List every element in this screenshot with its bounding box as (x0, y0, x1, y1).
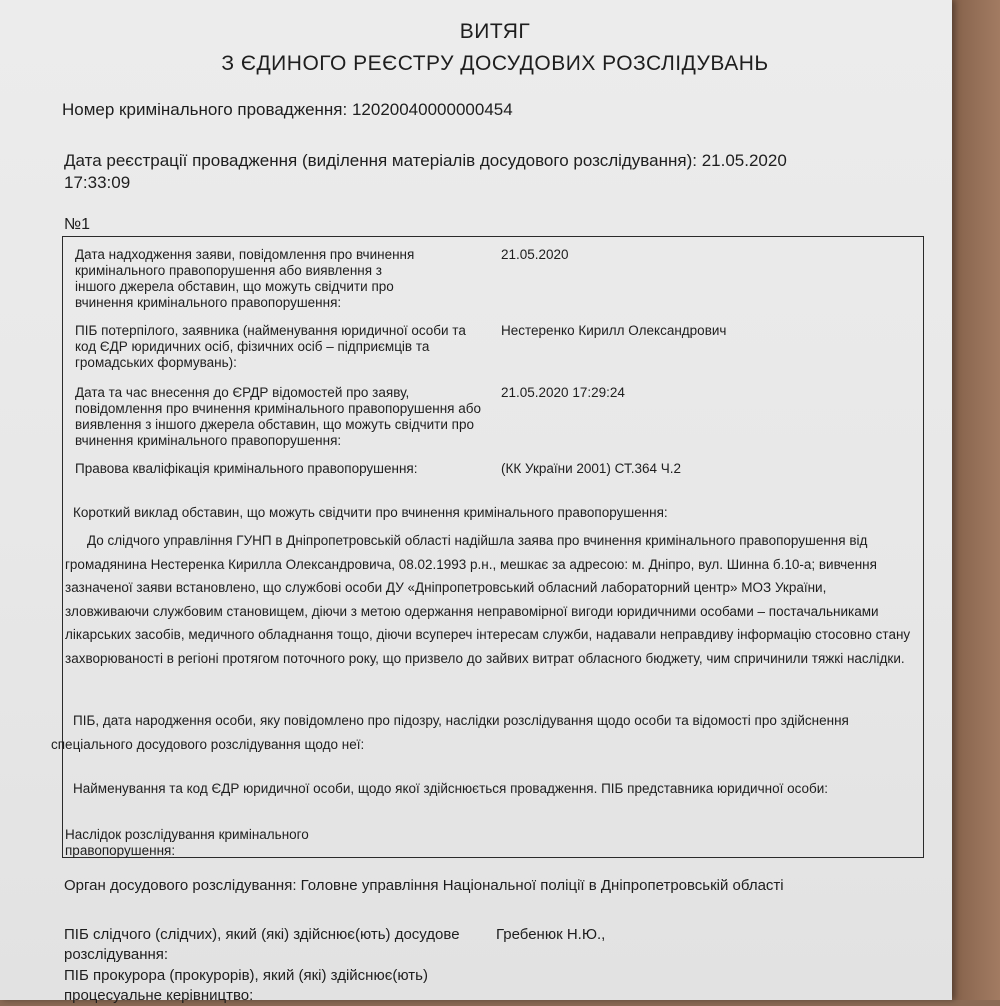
record-number: №1 (64, 216, 91, 233)
investigation-body: Орган досудового розслідування: Головне управління Національної поліції в Дніпропетровській області (64, 877, 784, 894)
row-value-applicant: Нестеренко Кирилл Олександрович (501, 323, 727, 338)
document-title: ВИТЯГ (459, 20, 531, 43)
registration-time: 17:33:09 (64, 173, 131, 192)
row-label-applicant: ПІБ потерпілого, заявника (найменування юридичної особи та код ЄДР юридичних осіб, фізичних осіб – підприємців та громадських формувань): (75, 323, 466, 370)
suspect-heading: ПІБ, дата народження особи, яку повідомлено про підозру, наслідки розслідування щодо особи та відомості про здійснення спеціального досудового розслідування щодо неї: (51, 713, 849, 752)
outcome-heading: Наслідок розслідування кримінального правопорушення: (65, 827, 309, 858)
row-value-application-date: 21.05.2020 (501, 247, 569, 262)
record-table (51, 236, 924, 858)
case-number: Номер кримінального провадження: 12020040000000454 (62, 100, 513, 119)
document-subtitle: З ЄДИНОГО РЕЄСТРУ ДОСУДОВИХ РОЗСЛІДУВАНЬ (221, 52, 769, 75)
row-value-qualification: (КК України 2001) СТ.364 Ч.2 (501, 461, 681, 476)
summary-text: До слідчого управління ГУНП в Дніпропетровській області надійшла заява про вчинення кримінального правопорушення від громадянина Нестеренка Кирилла Олександровича, 08.02.1993 р.н., мешкає за адресою: м. Дніпро, вул. Шинна б.10-а; вивчення зазначеної заяви встановлено, що службові особи ДУ «Дніпропетровський обласний лабораторний центр» МОЗ України, зловживаючи службовим становищем, діючи з метою одержання неправомірної вигоди юридичними особами – постачальниками лікарських засобів, медичного обладнання тощо, діючи всупереч інтересам служби, надавали неправдиву інформацію стосовно стану захворюваності в регіоні протягом поточного року, що призвело до зайвих витрат обласного бюджету, чим спричинили тяжкі наслідки. (65, 533, 911, 666)
prosecutor-label: ПІБ прокурора (прокурорів), який (які) здійснює(ють) процесуальне керівництво: (64, 967, 428, 1004)
row-label-application-date: Дата надходження заяви, повідомлення про вчинення кримінального правопорушення або виявлення з іншого джерела обставин, що можуть свідчити про вчинення кримінального правопорушення: (75, 247, 415, 310)
row-label-qualification: Правова кваліфікація кримінального правопорушення: (75, 461, 418, 476)
row-value-entry-datetime: 21.05.2020 17:29:24 (501, 385, 625, 400)
summary-heading: Короткий виклад обставин, що можуть свідчити про вчинення кримінального правопорушення: (73, 505, 668, 520)
registration-date: Дата реєстрації провадження (виділення матеріалів досудового розслідування): 21.05.2020 (64, 151, 787, 170)
legal-entity-heading: Найменування та код ЄДР юридичної особи, щодо якої здійснюється провадження. ПІБ представника юридичної особи: (73, 781, 829, 796)
row-label-entry-datetime: Дата та час внесення до ЄРДР відомостей про заяву, повідомлення про вчинення кримінального правопорушення або виявлення з іншого джерела обставин, що можуть свідчити про вчинення кримінального правопорушення: (75, 385, 481, 448)
investigator-label: ПІБ слідчого (слідчих), який (які) здійснює(ють) досудове розслідування: (64, 926, 460, 963)
investigator-value: Гребенюк Н.Ю., (496, 926, 606, 943)
